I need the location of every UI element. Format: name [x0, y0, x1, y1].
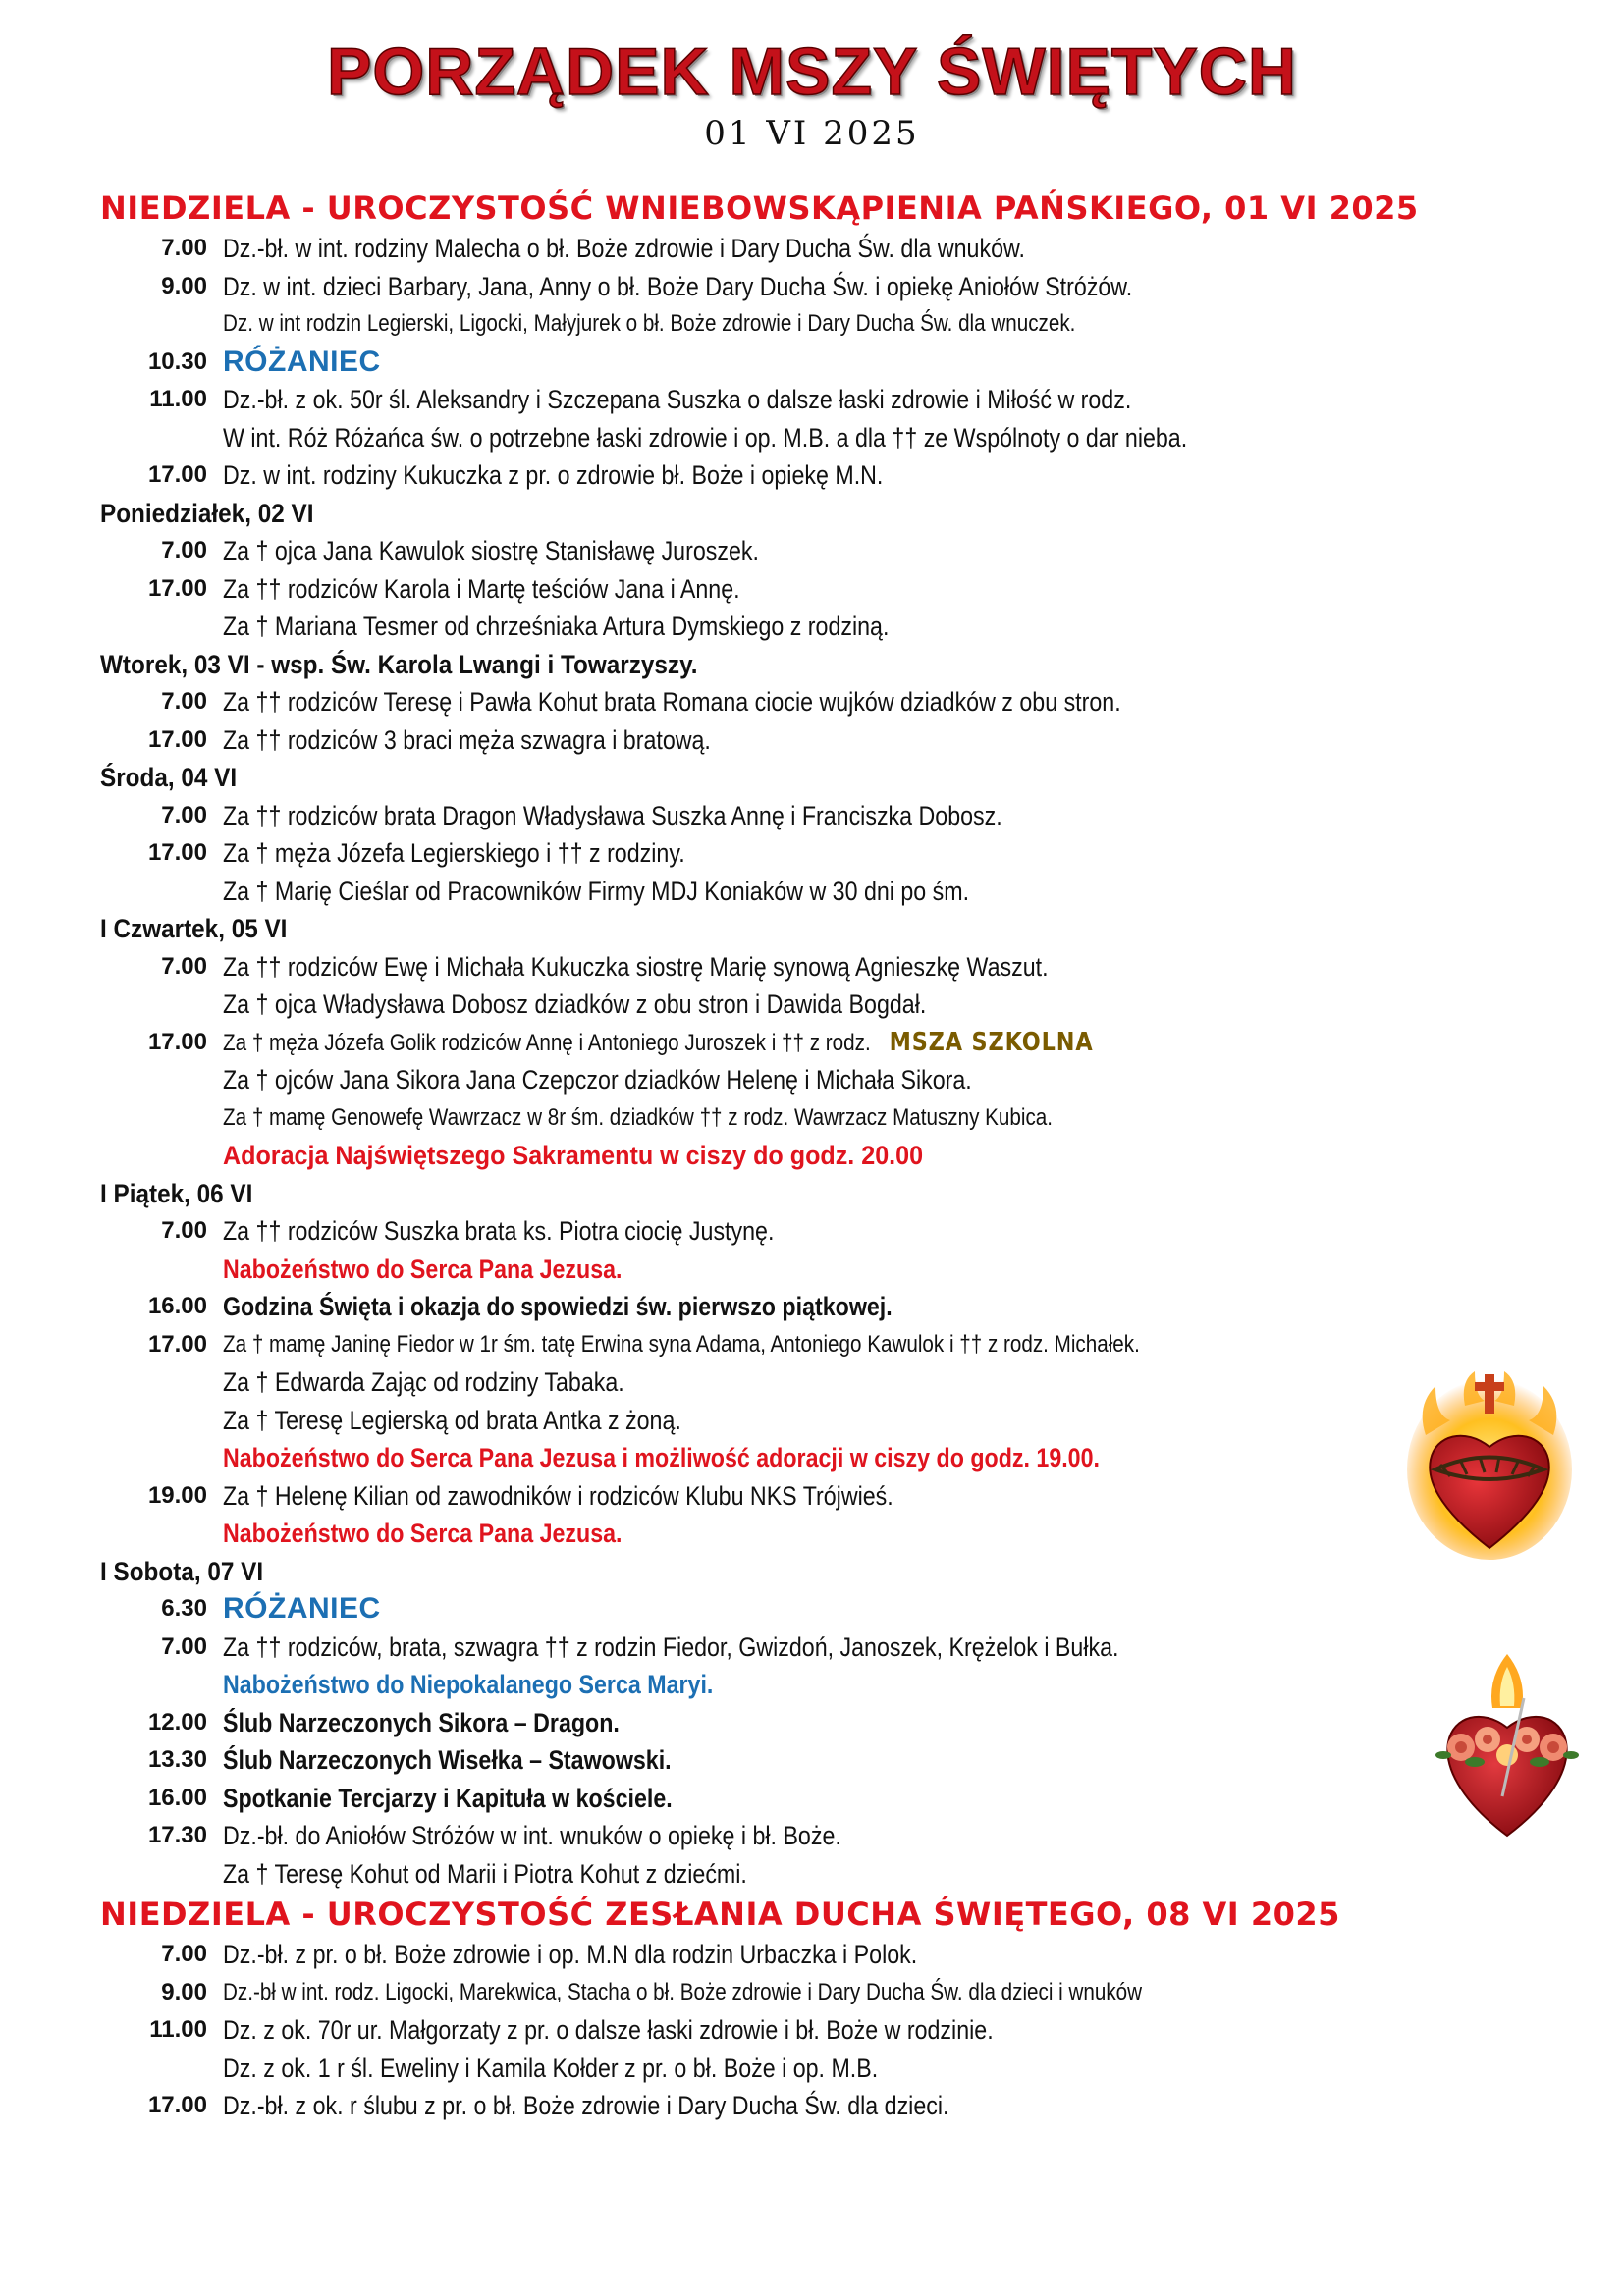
mass-intention-text: Dz.-bł. z pr. o bł. Boże zdrowie i op. M.N dla rodzin Urbaczka i Polok.: [223, 1940, 918, 1969]
mass-intention: [223, 1477, 893, 1516]
mass-entry: [100, 305, 1573, 344]
mass-time: 9.00: [161, 1978, 207, 2005]
mass-intention-text: Dz. w int. rodziny Kukuczka z pr. o zdrowie bł. Boże i opiekę M.N.: [223, 460, 884, 490]
mass-time: 7.00: [161, 1217, 207, 1244]
mass-intention-text: Dz.-bł. w int. rodziny Malecha o bł. Boże zdrowie i Dary Ducha Św. dla wnuków.: [223, 234, 1025, 263]
mass-entry: [100, 1402, 1573, 1440]
mass-time: 16.00: [147, 1293, 207, 1319]
mass-intention-text: Dz.-bł. do Aniołów Stróżów w int. wnuków o opiekę i bł. Boże.: [223, 1821, 841, 1850]
mass-time: 17.00: [147, 2092, 207, 2118]
mass-intention-text: Za † Marię Cieślar od Pracowników Firmy MDJ Koniaków w 30 dni po śm.: [223, 876, 970, 906]
mass-intention-text: Za † mamę Janinę Fiedor w 1r śm. tatę Erwina syna Adama, Antoniego Kawulok i †† z rodz. Michałek.: [223, 1330, 1140, 1358]
mass-intention: [223, 1780, 673, 1818]
mass-intention: [223, 1212, 774, 1251]
mass-entry: [100, 2011, 1573, 2050]
mass-time: 17.00: [147, 725, 207, 753]
day-heading: Środa, 04 VI: [100, 763, 238, 792]
mass-time: 13.30: [147, 1746, 207, 1773]
mass-intention-text: Za † ojców Jana Sikora Jana Czepczor dziadków Helenę i Michała Sikora.: [223, 1065, 972, 1095]
mass-intention-text: Za † mamę Genowefę Wawrzacz w 8r śm. dziadków †† z rodz. Wawrzacz Matuszny Kubica.: [223, 1103, 1053, 1131]
mass-entry: [100, 1936, 1573, 1974]
mass-entry: [100, 1212, 1573, 1251]
sacred-heart-of-jesus-icon: [1406, 1366, 1573, 1563]
mass-time: 17.00: [147, 1028, 207, 1055]
mass-intention-text: Dz. w int. dzieci Barbary, Jana, Anny o bł. Boże Dary Ducha Św. i opiekę Aniołów Stróżów.: [223, 271, 1133, 301]
mass-intention: [223, 1137, 923, 1175]
mass-intention-text: Spotkanie Tercjarzy i Kapituła w kościele.: [223, 1783, 673, 1813]
mass-time: 10.30: [147, 347, 207, 375]
mass-time: 17.30: [147, 1822, 207, 1848]
mass-intention-text: Ślub Narzeczonych Wisełka – Stawowski.: [223, 1745, 672, 1775]
mass-intention: [223, 570, 740, 609]
mass-intention: [223, 721, 711, 760]
mass-entry: [100, 268, 1573, 306]
mass-intention: [223, 268, 1132, 306]
mass-intention-text: Za †† rodziców brata Dragon Władysława Suszka Annę i Franciszka Dobosz.: [223, 800, 1002, 830]
mass-intention: [223, 797, 1002, 835]
mass-entry: [100, 1061, 1573, 1099]
mass-intention: [223, 1515, 622, 1553]
mass-entry: [100, 1515, 1573, 1553]
mass-entry: [100, 419, 1573, 457]
mass-entry: [100, 1099, 1573, 1138]
mass-entry: [100, 456, 1573, 495]
mass-entry: [100, 1629, 1573, 1667]
mass-intention-text: Nabożeństwo do Serca Pana Jezusa i możliwość adoracji w ciszy do godz. 19.00.: [223, 1443, 1100, 1472]
mass-entry: [100, 1704, 1573, 1742]
mass-entry: [100, 344, 1573, 382]
mass-time: 17.00: [147, 461, 207, 488]
mass-intention-text: Za †† rodziców Teresę i Pawła Kohut brata Romana ciocie wujków dziadków z obu stron.: [223, 687, 1121, 717]
mass-intention: [223, 1666, 713, 1704]
school-mass-tag: MSZA SZKOLNA: [889, 1027, 1094, 1057]
mass-time: 7.00: [161, 235, 207, 261]
mass-intention-text: Za † Edwarda Zając od rodziny Tabaka.: [223, 1367, 624, 1397]
mass-intention-text: Za †† rodziców, brata, szwagra †† z rodzin Fiedor, Gwizdoń, Janoszek, Krężelok i Bułka.: [223, 1631, 1119, 1662]
mass-time: 17.00: [147, 839, 207, 866]
mass-intention-text: Za † ojca Jana Kawulok siostrę Stanisławę Juroszek.: [223, 536, 759, 565]
mass-intention-text: RÓŻANIEC: [223, 345, 381, 378]
mass-intention-text: Dz. z ok. 1 r śl. Eweliny i Kamila Kołder z pr. o bł. Boże i op. M.B.: [223, 2053, 879, 2083]
mass-entry: [100, 1137, 1573, 1175]
mass-time: 9.00: [161, 272, 207, 299]
mass-intention: [223, 230, 1025, 268]
mass-intention: [223, 948, 1049, 987]
mass-intention-text: Za † Mariana Tesmer od chrześniaka Artura Dymskiego z rodziną.: [223, 612, 890, 641]
mass-intention: [223, 1704, 620, 1742]
mass-intention: [223, 381, 1131, 419]
mass-entry: [100, 2050, 1573, 2088]
mass-time: 17.00: [147, 1330, 207, 1358]
mass-time: 11.00: [149, 386, 207, 412]
mass-intention-text: Za †† rodziców Karola i Martę teściów Jana i Annę.: [223, 573, 740, 604]
mass-entry: [100, 1817, 1573, 1855]
mass-entry: [100, 834, 1573, 873]
mass-intention-text: W int. Róż Różańca św. o potrzebne łaski zdrowie i op. M.B. a dla †† ze Wspólnoty o dar nieba.: [223, 422, 1188, 453]
mass-entry: [100, 1326, 1573, 1364]
mass-intention: [223, 1099, 1053, 1138]
mass-intention-text: Za † Helenę Kilian od zawodników i rodziców Klubu NKS Trójwieś.: [223, 1480, 893, 1511]
mass-time: 7.00: [161, 952, 207, 980]
mass-time: 19.00: [147, 1481, 207, 1509]
mass-intention-text: Dz.-bł. z ok. 50r śl. Aleksandry i Szczepana Suszka o dalsze łaski zdrowie i Miłość w rodz.: [223, 385, 1132, 414]
mass-intention-text: Nabożeństwo do Niepokalanego Serca Maryi.: [223, 1670, 714, 1699]
mass-entry: [100, 1666, 1573, 1704]
mass-schedule: [100, 187, 1573, 2125]
mass-intention-text: Za † męża Józefa Golik rodziców Annę i Antoniego Juroszek i †† z rodz.: [223, 1029, 871, 1056]
mass-intention: [223, 2087, 948, 2125]
mass-time: 7.00: [161, 1632, 207, 1660]
mass-entry: [100, 1439, 1573, 1477]
mass-entry: [100, 721, 1573, 760]
mass-intention: [223, 834, 685, 873]
mass-entry: [100, 381, 1573, 419]
mass-entry: [100, 1024, 1573, 1062]
mass-entry: [100, 1363, 1573, 1402]
mass-intention-text: Ślub Narzeczonych Sikora – Dragon.: [223, 1707, 620, 1737]
mass-intention: [223, 1855, 747, 1894]
mass-entry: [100, 797, 1573, 835]
immaculate-heart-of-mary-icon: [1434, 1649, 1581, 1841]
mass-intention-text: Nabożeństwo do Serca Pana Jezusa.: [223, 1519, 623, 1548]
mass-intention-text: Za † Teresę Kohut od Marii i Piotra Kohut z dziećmi.: [223, 1858, 747, 1889]
mass-intention-text: Dz. z ok. 70r ur. Małgorzaty z pr. o dalsze łaski zdrowie i bł. Boże w rodzinie.: [223, 2015, 994, 2045]
mass-entry: [100, 608, 1573, 646]
day-heading: Poniedziałek, 02 VI: [100, 498, 314, 528]
day-heading: Wtorek, 03 VI - wsp. Św. Karola Lwangi i Towarzyszy.: [100, 649, 698, 679]
mass-entry: [100, 683, 1573, 721]
mass-intention: [223, 1590, 381, 1629]
page-date: 01 VI 2025: [704, 114, 920, 153]
mass-intention: [223, 344, 381, 382]
mass-intention: [223, 532, 759, 570]
mass-entry: [100, 948, 1573, 987]
mass-entry: [100, 873, 1573, 911]
mass-intention: [223, 1288, 893, 1326]
mass-intention: [223, 2050, 878, 2088]
mass-intention-text: Godzina Święta i okazja do spowiedzi św. pierwszo piątkowej.: [223, 1292, 893, 1321]
mass-intention-text: Za †† rodziców 3 braci męża szwagra i bratową.: [223, 724, 711, 755]
mass-intention: [223, 1817, 841, 1855]
mass-entry: [100, 570, 1573, 609]
mass-time: 7.00: [161, 1941, 207, 1967]
mass-intention-text: Za †† rodziców Ewę i Michała Kukuczka siostrę Marię synową Agnieszkę Waszut.: [223, 951, 1049, 982]
mass-entry: [100, 1251, 1573, 1289]
mass-entry: [100, 1855, 1573, 1894]
mass-intention: [223, 873, 969, 911]
mass-intention: [223, 419, 1187, 457]
mass-time: 16.00: [147, 1784, 207, 1811]
mass-intention: [223, 1363, 624, 1402]
mass-intention: [223, 608, 889, 646]
mass-intention: [223, 305, 1075, 344]
mass-intention: [223, 1741, 672, 1780]
mass-entry: [100, 1590, 1573, 1629]
mass-entry: [100, 532, 1573, 570]
mass-entry: [100, 1477, 1573, 1516]
mass-intention-text: Za † ojca Władysława Dobosz dziadków z obu stron i Dawida Bogdał.: [223, 989, 927, 1019]
mass-entry: [100, 1780, 1573, 1818]
mass-intention-text: Dz. w int rodzin Legierski, Ligocki, Małyjurek o bł. Boże zdrowie i Dary Ducha Św. dla wnuczek.: [223, 310, 1076, 337]
page-title: PORZĄDEK MSZY ŚWIĘTYCH: [327, 34, 1297, 109]
mass-intention: [223, 1629, 1118, 1667]
mass-intention-text: Nabożeństwo do Serca Pana Jezusa.: [223, 1254, 623, 1284]
mass-entry: [100, 2087, 1573, 2125]
mass-entry: [100, 1741, 1573, 1780]
mass-intention-text: Adoracja Najświętszego Sakramentu w ciszy do godz. 20.00: [223, 1141, 924, 1170]
mass-intention: [223, 1024, 1093, 1063]
mass-intention: [223, 1326, 1140, 1364]
mass-intention: [223, 1936, 917, 1974]
mass-entry: [100, 986, 1573, 1024]
mass-intention-text: Za † męża Józefa Legierskiego i †† z rodziny.: [223, 838, 685, 868]
day-heading: I Czwartek, 05 VI: [100, 914, 288, 943]
mass-intention: [223, 1974, 1142, 2012]
mass-time: 7.00: [161, 688, 207, 715]
mass-intention: [223, 683, 1121, 721]
mass-intention: [223, 2011, 994, 2050]
mass-intention-text: Dz.-bł. z ok. r ślubu z pr. o bł. Boże zdrowie i Dary Ducha Św. dla dzieci.: [223, 2091, 949, 2120]
mass-intention: [223, 1251, 622, 1289]
mass-time: 11.00: [149, 2016, 207, 2043]
mass-intention-text: Za † Teresę Legierską od brata Antka z żoną.: [223, 1405, 681, 1435]
mass-intention-text: Dz.-bł w int. rodz. Ligocki, Marekwica, Stacha o bł. Boże zdrowie i Dary Ducha Św. dla dzieci i wnuków: [223, 1978, 1143, 2005]
mass-entry: [100, 230, 1573, 268]
mass-intention-text: RÓŻANIEC: [223, 1592, 381, 1625]
day-heading: I Sobota, 07 VI: [100, 1556, 264, 1586]
mass-time: 12.00: [147, 1708, 207, 1735]
mass-time: 6.30: [161, 1595, 207, 1622]
mass-intention: [223, 1402, 681, 1440]
mass-intention: [223, 1061, 972, 1099]
mass-intention: [223, 1439, 1100, 1477]
mass-time: 17.00: [147, 574, 207, 602]
mass-intention: [223, 456, 883, 495]
mass-entry: [100, 1974, 1573, 2012]
mass-entry: [100, 1288, 1573, 1326]
mass-time: 7.00: [161, 537, 207, 563]
mass-intention: [223, 986, 926, 1024]
sunday-heading: NIEDZIELA - UROCZYSTOŚĆ WNIEBOWSKĄPIENIA PAŃSKIEGO, 01 VI 2025: [100, 189, 1419, 227]
mass-time: 7.00: [161, 801, 207, 828]
day-heading: I Piątek, 06 VI: [100, 1178, 253, 1208]
mass-intention-text: Za †† rodziców Suszka brata ks. Piotra ciocię Justynę.: [223, 1216, 775, 1246]
sunday-heading: NIEDZIELA - UROCZYSTOŚĆ ZESŁANIA DUCHA ŚWIĘTEGO, 08 VI 2025: [100, 1896, 1340, 1933]
